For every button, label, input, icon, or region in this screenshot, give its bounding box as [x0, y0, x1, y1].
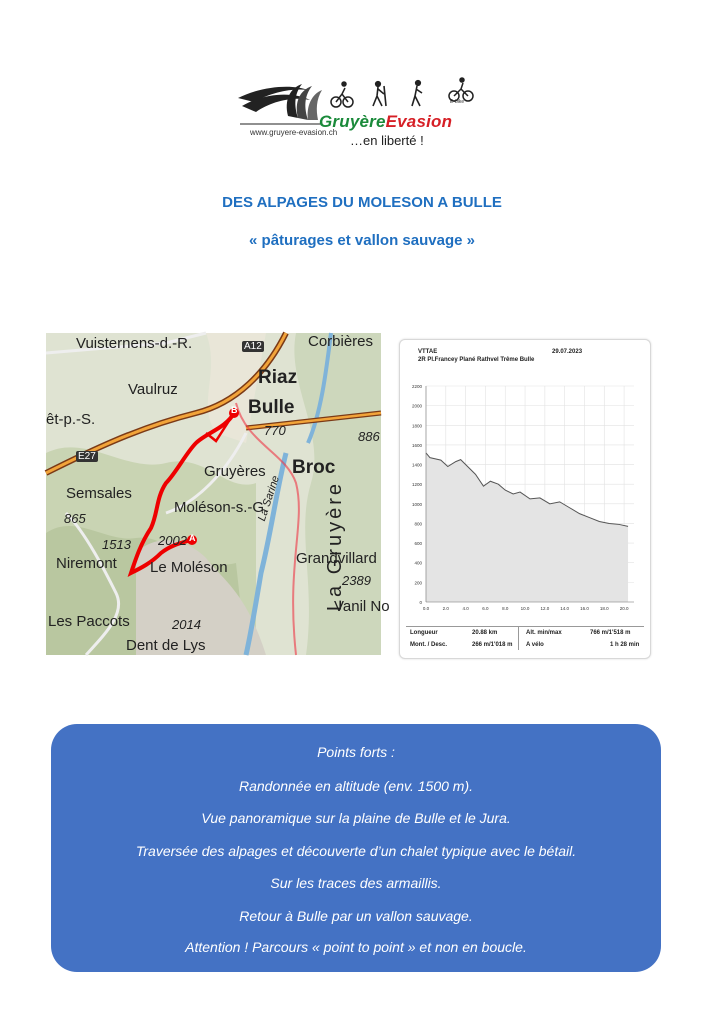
x-tick-label: 8.0	[502, 606, 509, 611]
stats-divider	[518, 626, 519, 650]
x-tick-label: 0.0	[422, 606, 430, 611]
map-label: E27	[78, 451, 96, 462]
map-label: La Gruyère	[324, 481, 346, 612]
bike-time-value: 1 h 28 min	[610, 642, 640, 648]
highlights-heading: Points forts :	[317, 744, 395, 760]
length-value: 20.88 km	[472, 630, 498, 636]
bike-time-label: A vélo	[526, 642, 544, 648]
page-subtitle: « pâturages et vallon sauvage »	[249, 232, 475, 249]
map-label: Semsales	[66, 485, 132, 502]
map-label: Corbières	[308, 333, 374, 350]
tagline: …en liberté !	[350, 133, 424, 148]
y-tick-label: 400	[414, 560, 422, 566]
ebike-label: E-bike	[450, 99, 465, 105]
elevation-profile	[399, 339, 651, 659]
map-label: Bulle	[248, 397, 295, 418]
logo	[232, 78, 492, 158]
hiker-icon	[373, 82, 386, 106]
map-label: 886	[358, 429, 380, 444]
altitude-value: 766 m/1'518 m	[590, 630, 631, 636]
x-tick-label: 6.0	[482, 606, 489, 611]
highlight-item: Randonnée en altitude (env. 1500 m).	[238, 778, 473, 794]
x-tick-label: 20.0	[619, 606, 629, 611]
y-tick-label: 200	[414, 580, 422, 586]
y-tick-label: 800	[414, 521, 422, 527]
highlight-item: Sur les traces des armaillis.	[270, 875, 442, 891]
climb-label: Mont. / Desc.	[410, 642, 448, 648]
climb-value: 266 m/1'018 m	[472, 642, 513, 648]
y-tick-label: 1200	[411, 482, 422, 488]
map-label: Grandvillard	[296, 550, 377, 567]
map-label: Broc	[292, 457, 336, 478]
map-label: 770	[264, 423, 286, 438]
skier-icon	[412, 81, 422, 106]
highlight-item: Retour à Bulle par un vallon sauvage.	[239, 908, 473, 924]
y-tick-label: 2000	[411, 403, 422, 409]
map-label: La Sarine	[256, 474, 282, 523]
map-label: Vaulruz	[128, 381, 178, 398]
y-tick-label: 1000	[411, 501, 422, 507]
y-tick-label: 1400	[411, 462, 422, 468]
cyclist-icon	[331, 82, 353, 107]
altitude-label: Alt. min/max	[526, 630, 562, 636]
highlight-item: Vue panoramique sur la plaine de Bulle et le Jura.	[201, 810, 511, 826]
x-tick-label: 16.0	[580, 606, 589, 611]
map-label: Niremont	[56, 555, 117, 572]
map-label: 2002	[158, 533, 187, 548]
y-tick-label: 1800	[411, 423, 422, 429]
x-tick-label: 10.0	[520, 606, 530, 611]
map-label: 2014	[172, 617, 201, 632]
highlight-item: Attention ! Parcours « point to point » et non en boucle.	[185, 939, 527, 955]
activity-date: 29.07.2023	[552, 349, 583, 355]
map-label: 1513	[102, 537, 131, 552]
map-label: Dent de Lys	[126, 637, 206, 654]
brand-name: GruyèreEvasion	[319, 112, 453, 131]
route-end-marker: B	[231, 405, 238, 415]
y-tick-label: 2200	[411, 384, 422, 389]
activity-type: VTTAE	[418, 349, 438, 355]
x-tick-label: 2.0	[442, 606, 449, 611]
map-label: A12	[244, 341, 262, 352]
x-tick-label: 14.0	[560, 606, 570, 611]
map-label: Les Paccots	[48, 613, 130, 630]
stats-divider	[406, 626, 644, 627]
map-label: êt-p.-S.	[46, 411, 96, 428]
map-label: Gruyères	[204, 463, 266, 480]
page-title: DES ALPAGES DU MOLESON A BULLE	[222, 194, 502, 211]
map-label: Vanil No	[334, 598, 390, 615]
elevation-chart	[400, 340, 650, 658]
elevation-area	[426, 453, 628, 602]
y-tick-label: 600	[414, 541, 422, 547]
x-tick-label: 12.0	[540, 606, 550, 611]
highlight-item: Traversée des alpages et découverte d’un chalet typique avec le bétail.	[135, 843, 577, 859]
y-tick-label: 0	[419, 600, 422, 605]
route-name: 2R Pl.Francey Plané Rathvel Trême Bulle	[418, 357, 535, 363]
website-url: www.gruyere-evasion.ch	[250, 128, 338, 137]
map-label: 2389	[342, 573, 371, 588]
map-label: Vuisternens-d.-R.	[76, 335, 193, 352]
highlights-box	[51, 724, 661, 972]
map-label: Le Moléson	[150, 559, 228, 576]
map-label: 865	[64, 511, 86, 526]
length-label: Longueur	[410, 630, 438, 636]
ebike-icon	[449, 78, 473, 101]
x-tick-label: 18.0	[599, 606, 609, 611]
y-tick-label: 1600	[411, 442, 422, 448]
route-map	[46, 333, 390, 655]
x-tick-label: 4.0	[462, 606, 469, 611]
map-label: Riaz	[258, 367, 298, 388]
map-label: Moléson-s.-G.	[174, 499, 269, 516]
route-start-marker: A	[189, 533, 196, 543]
